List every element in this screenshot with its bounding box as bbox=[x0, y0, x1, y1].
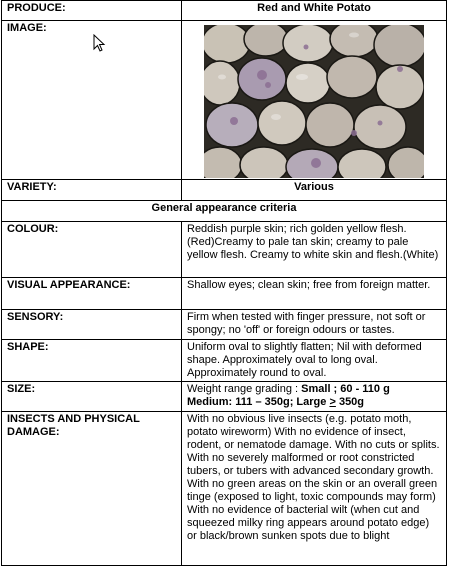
variety-label: VARIETY: bbox=[2, 180, 182, 201]
visual-appearance-label: VISUAL APPEARANCE: bbox=[2, 278, 182, 310]
sensory-value: Firm when tested with finger pressure, not soft or spongy; no 'off' or foreign odours or tastes. bbox=[182, 310, 447, 340]
shape-label: SHAPE: bbox=[2, 340, 182, 382]
size-label: SIZE: bbox=[2, 382, 182, 412]
variety-value: Various bbox=[182, 180, 447, 201]
image-label: IMAGE: bbox=[2, 21, 182, 180]
potato-photo bbox=[204, 25, 424, 178]
sensory-label: SENSORY: bbox=[2, 310, 182, 340]
damage-value: With no obvious live insects (e.g. potato moth, potato wireworm) With no evidence of insect, rodent, or nematode damage. With no cuts or splits. With no severely malformed or root constricted tubers, or tubers with advanced secondary growth. With no green areas on the skin or an overall green tinge (exposed to light, toxic compounds may form) With no evidence of bacterial wilt (when cut and squeezed milky ring appears around potato edge) or black/brown sunken spots due to blight bbox=[182, 412, 447, 566]
colour-value: Reddish purple skin; rich golden yellow flesh.(Red)Creamy to pale tan skin; creamy to pale yellow flesh. Creamy to white skin and flesh.(White) bbox=[182, 222, 447, 278]
shape-value: Uniform oval to slightly flatten; Nil with deformed shape. Approximately oval to long oval. Approximately round to oval. bbox=[182, 340, 447, 382]
size-value bbox=[182, 382, 447, 412]
mouse-pointer-icon bbox=[93, 34, 107, 54]
produce-value: Red and White Potato bbox=[182, 1, 447, 21]
section-title: General appearance criteria bbox=[2, 201, 447, 222]
size-ge: > bbox=[329, 396, 336, 408]
size-small: Small ; 60 - 110 g bbox=[301, 383, 390, 395]
image-cell bbox=[182, 21, 447, 180]
damage-label: INSECTS AND PHYSICAL DAMAGE: bbox=[2, 412, 182, 566]
produce-spec-table bbox=[1, 0, 447, 566]
size-medium: Medium: 111 – 350g; Large bbox=[187, 396, 330, 408]
produce-label: PRODUCE: bbox=[2, 1, 182, 21]
visual-appearance-value: Shallow eyes; clean skin; free from foreign matter. bbox=[182, 278, 447, 310]
colour-label: COLOUR: bbox=[2, 222, 182, 278]
size-tail: 350g bbox=[335, 396, 365, 408]
size-pre: Weight range grading : bbox=[187, 383, 302, 395]
